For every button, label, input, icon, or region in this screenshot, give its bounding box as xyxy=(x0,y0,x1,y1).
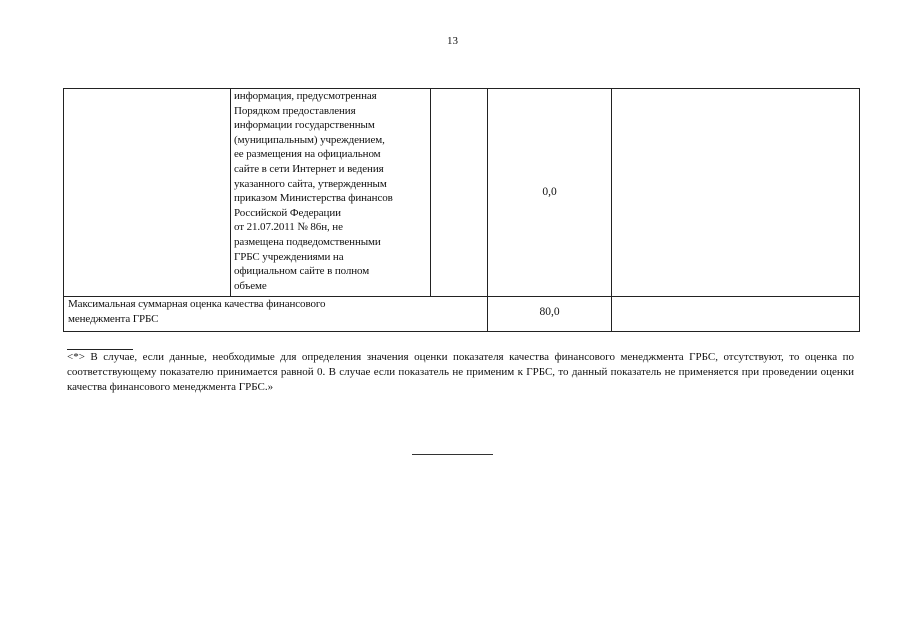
column-divider xyxy=(230,89,231,296)
footnote-text: <*> В случае, если данные, необходимые для определения значения оценки показателя качества финансового менеджмента ГРБС, отсутствуют, то оценка по соответствующему показателю принимается равной 0. В случае если показатель не применим к ГРБС, то данный показатель не применяется при проведении оценки качества финансового менеджмента ГРБС.» xyxy=(67,351,854,393)
total-score: 80,0 xyxy=(539,306,560,318)
column-divider xyxy=(611,89,612,331)
description-line: официальном сайте в полном xyxy=(234,265,370,278)
description-line: информации государственным xyxy=(234,119,375,132)
description-line: (муниципальным) учреждением, xyxy=(234,133,385,146)
description-line: ее размещения на официальном xyxy=(234,148,381,161)
column-divider xyxy=(430,89,431,296)
indicator-table xyxy=(63,88,860,332)
description-line: Российской Федерации xyxy=(234,206,341,219)
total-label-line: Максимальная суммарная оценка качества финансового xyxy=(68,298,326,310)
description-line: объеме xyxy=(234,279,267,292)
description-line: размещена подведомственными xyxy=(234,235,381,248)
description-line: приказом Министерства финансов xyxy=(234,192,393,205)
page-number: 13 xyxy=(447,35,458,47)
end-of-section-rule xyxy=(412,454,493,455)
description-line: сайте в сети Интернет и ведения xyxy=(234,162,384,175)
column-divider xyxy=(487,89,488,331)
total-label-line: менеджмента ГРБС xyxy=(68,312,159,325)
description-line: Порядком предоставления xyxy=(234,104,356,117)
description-line: информация, предусмотренная xyxy=(234,90,377,102)
description-line: ГРБС учреждениями на xyxy=(234,250,344,263)
indicator-score: 0,0 xyxy=(542,186,557,198)
total-label xyxy=(68,297,483,326)
description-line: указанного сайта, утвержденным xyxy=(234,177,387,190)
description-line: от 21.07.2011 № 86н, не xyxy=(234,221,343,234)
indicator-description xyxy=(234,89,430,293)
